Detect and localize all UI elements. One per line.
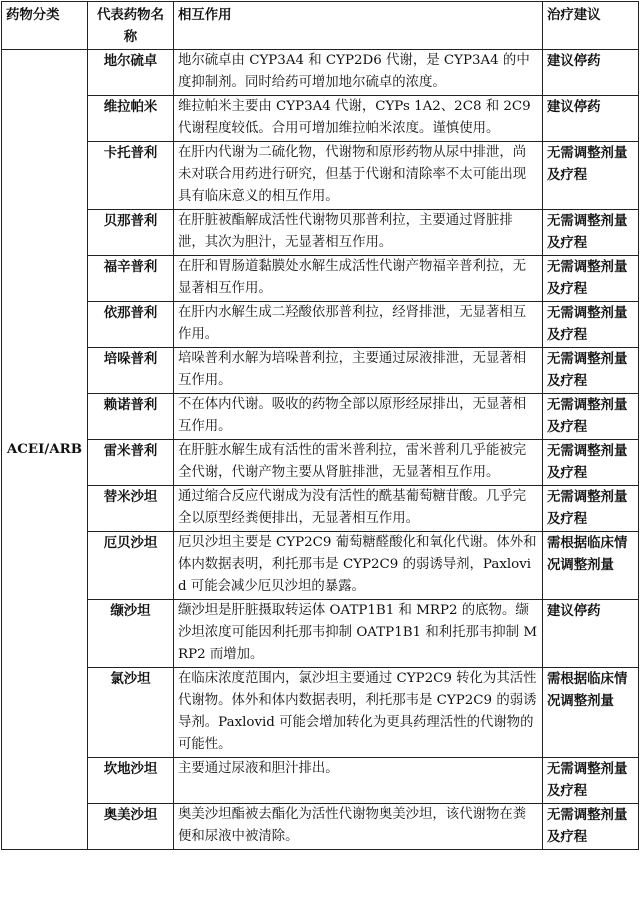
interaction-cell: 在临床浓度范围内，氯沙坦主要通过 CYP2C9 转化为其活性代谢物。体外和体内数据表明，利托那韦是 CYP2C9 的弱诱导剂。Paxlovid 可能会增加转化为更具药理活性的代谢物的可能性。 xyxy=(174,668,543,758)
advice-cell: 无需调整剂量及疗程 xyxy=(543,210,639,256)
table-body xyxy=(2,50,639,850)
drug-name-cell: 雷米普利 xyxy=(88,440,174,486)
drug-name-cell: 依那普利 xyxy=(88,302,174,348)
drug-name-cell: 坎地沙坦 xyxy=(88,758,174,804)
table-row xyxy=(2,486,639,532)
table-row xyxy=(2,50,639,96)
interaction-cell: 缬沙坦是肝脏摄取转运体 OATP1B1 和 MRP2 的底物。缬沙坦浓度可能因利托那韦抑制 OATP1B1 和利托那韦抑制 MRP2 而增加。 xyxy=(174,600,543,668)
advice-cell: 无需调整剂量及疗程 xyxy=(543,804,639,850)
drug-name-cell: 贝那普利 xyxy=(88,210,174,256)
drug-name-cell: 地尔硫卓 xyxy=(88,50,174,96)
drug-interaction-table xyxy=(1,1,639,850)
advice-cell: 建议停药 xyxy=(543,50,639,96)
table-row xyxy=(2,440,639,486)
category-cell: ACEI/ARB xyxy=(2,50,88,850)
interaction-cell: 在肝内水解生成二羟酸依那普利拉，经肾排泄，无显著相互作用。 xyxy=(174,302,543,348)
interaction-cell: 主要通过尿液和胆汁排出。 xyxy=(174,758,543,804)
interaction-cell: 通过缩合反应代谢成为没有活性的酰基葡萄糖苷酸。几乎完全以原型经粪便排出，无显著相互作用。 xyxy=(174,486,543,532)
table-row xyxy=(2,96,639,142)
table-row xyxy=(2,532,639,600)
advice-cell: 建议停药 xyxy=(543,96,639,142)
drug-name-cell: 氯沙坦 xyxy=(88,668,174,758)
interaction-cell: 在肝和胃肠道黏膜处水解生成活性代谢产物福辛普利拉，无显著相互作用。 xyxy=(174,256,543,302)
interaction-cell: 在肝脏水解生成有活性的雷米普利拉，雷米普利几乎能被完全代谢，代谢产物主要从肾脏排泄，无显著相互作用。 xyxy=(174,440,543,486)
interaction-cell: 不在体内代谢。吸收的药物全部以原形经尿排出，无显著相互作用。 xyxy=(174,394,543,440)
advice-cell: 无需调整剂量及疗程 xyxy=(543,758,639,804)
header-category: 药物分类 xyxy=(2,2,88,50)
advice-cell: 无需调整剂量及疗程 xyxy=(543,486,639,532)
table-row xyxy=(2,394,639,440)
header-interaction: 相互作用 xyxy=(174,2,543,50)
interaction-cell: 培哚普利水解为培哚普利拉，主要通过尿液排泄，无显著相互作用。 xyxy=(174,348,543,394)
advice-cell: 无需调整剂量及疗程 xyxy=(543,256,639,302)
advice-cell: 无需调整剂量及疗程 xyxy=(543,142,639,210)
drug-name-cell: 卡托普利 xyxy=(88,142,174,210)
table-row xyxy=(2,758,639,804)
drug-name-cell: 维拉帕米 xyxy=(88,96,174,142)
interaction-cell: 在肝内代谢为二硫化物，代谢物和原形药物从尿中排泄，尚未对联合用药进行研究，但基于代谢和清除率不太可能出现具有临床意义的相互作用。 xyxy=(174,142,543,210)
header-advice: 治疗建议 xyxy=(543,2,639,50)
interaction-cell: 厄贝沙坦主要是 CYP2C9 葡萄糖醛酸化和氧化代谢。体外和体内数据表明，利托那韦是 CYP2C9 的弱诱导剂，Paxlovid 可能会减少厄贝沙坦的暴露。 xyxy=(174,532,543,600)
table-row xyxy=(2,210,639,256)
advice-cell: 无需调整剂量及疗程 xyxy=(543,302,639,348)
interaction-cell: 维拉帕米主要由 CYP3A4 代谢，CYPs 1A2、2C8 和 2C9 代谢程度较低。合用可增加维拉帕米浓度。谨慎使用。 xyxy=(174,96,543,142)
table-row xyxy=(2,142,639,210)
interaction-cell: 地尔硫卓由 CYP3A4 和 CYP2D6 代谢，是 CYP3A4 的中度抑制剂。同时给药可增加地尔硫卓的浓度。 xyxy=(174,50,543,96)
drug-name-cell: 替米沙坦 xyxy=(88,486,174,532)
drug-name-cell: 奥美沙坦 xyxy=(88,804,174,850)
advice-cell: 建议停药 xyxy=(543,600,639,668)
drug-name-cell: 缬沙坦 xyxy=(88,600,174,668)
table-row xyxy=(2,348,639,394)
table-row xyxy=(2,600,639,668)
header-row xyxy=(2,2,639,50)
drug-name-cell: 赖诺普利 xyxy=(88,394,174,440)
interaction-cell: 奥美沙坦酯被去酯化为活性代谢物奥美沙坦，该代谢物在粪便和尿液中被清除。 xyxy=(174,804,543,850)
table-row xyxy=(2,668,639,758)
table-row xyxy=(2,804,639,850)
advice-cell: 需根据临床情况调整剂量 xyxy=(543,532,639,600)
table-row xyxy=(2,256,639,302)
advice-cell: 无需调整剂量及疗程 xyxy=(543,348,639,394)
advice-cell: 需根据临床情况调整剂量 xyxy=(543,668,639,758)
drug-name-cell: 厄贝沙坦 xyxy=(88,532,174,600)
interaction-cell: 在肝脏被酯解成活性代谢物贝那普利拉，主要通过肾脏排泄，其次为胆汁，无显著相互作用。 xyxy=(174,210,543,256)
header-representative-drug: 代表药物名称 xyxy=(88,2,174,50)
advice-cell: 无需调整剂量及疗程 xyxy=(543,440,639,486)
advice-cell: 无需调整剂量及疗程 xyxy=(543,394,639,440)
drug-name-cell: 福辛普利 xyxy=(88,256,174,302)
table-row xyxy=(2,302,639,348)
drug-name-cell: 培哚普利 xyxy=(88,348,174,394)
